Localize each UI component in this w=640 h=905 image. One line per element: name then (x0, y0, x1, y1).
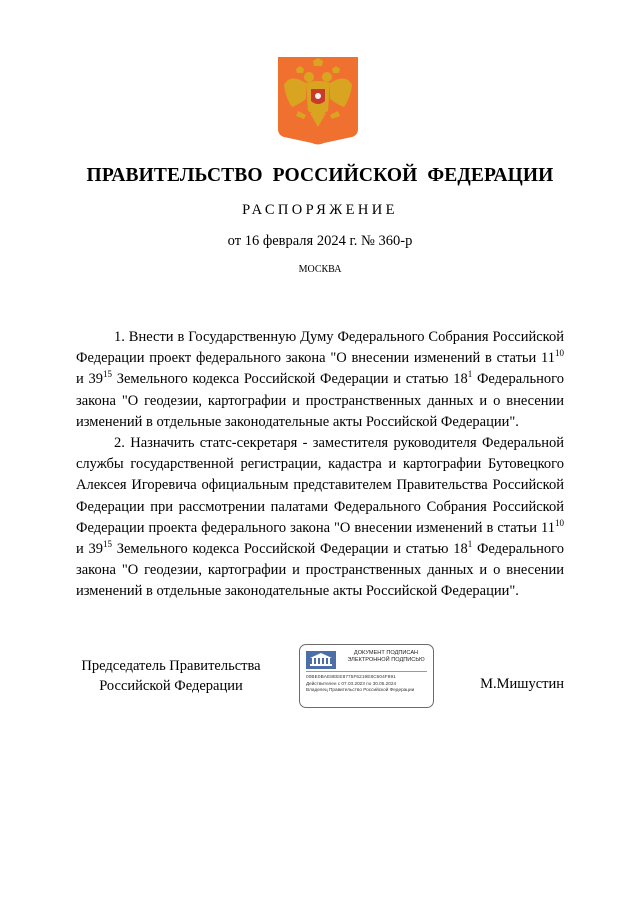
document-city: МОСКВА (298, 264, 342, 275)
document-body (76, 327, 564, 603)
building-icon (306, 651, 336, 669)
electronic-signature-stamp (299, 644, 434, 708)
document-title: ПРАВИТЕЛЬСТВО РОССИЙСКОЙ ФЕДЕРАЦИИ (86, 165, 554, 186)
stamp-owner: Владелец Правительство Российской Федерации (306, 687, 415, 692)
document-type: РАСПОРЯЖЕНИЕ (242, 202, 398, 218)
stamp-heading: ДОКУМЕНТ ПОДПИСАН ЭЛЕКТРОННОЙ ПОДПИСЬЮ (347, 650, 425, 663)
paragraph-2: 2. Назначить статс-секретаря - заместителя руководителя Федеральной службы государственной регистрации, кадастра и картографии Бутовецкого Алексея Игоревича официальным представителем Правительства Российской Федерации при рассмотрении палатами Федерального Собрания Российской Федерации проекта федерального закона "О внесении изменений в статьи $11^{10}$ и $39^{15}$ Земельного кодекса Российской Федерации и статью $18^1$ Федерального закона "О геодезии, картографии и пространственных данных и о внесении изменений в отдельные законодательные акты Российской Федерации". (76, 435, 564, 600)
signatory-position: Председатель Правительства Российской Федерации (81, 658, 261, 694)
stamp-certificate: 00BE0BAE8EEE8775F6219E8C604F891 (306, 674, 396, 679)
document-dateline: от 16 февраля 2024 г. № 360-р (227, 233, 413, 249)
stamp-validity: Действителен с 07.03.2023 по 30.05.2024 (306, 681, 397, 686)
paragraph-1: 1. Внести в Государственную Думу Федерального Собрания Российской Федерации проект федерального закона "О внесении изменений в статьи $11^{10}$ и $39^{15}$ Земельного кодекса Российской Федерации и статью $18^1$ Федерального закона "О геодезии, картографии и пространственных данных и о внесении изменений в отдельные законодательные акты Российской Федерации". (76, 329, 564, 430)
coat-of-arms-icon (276, 55, 360, 147)
stamp-divider (306, 671, 427, 672)
signatory-name: М.Мишустин (480, 676, 564, 692)
